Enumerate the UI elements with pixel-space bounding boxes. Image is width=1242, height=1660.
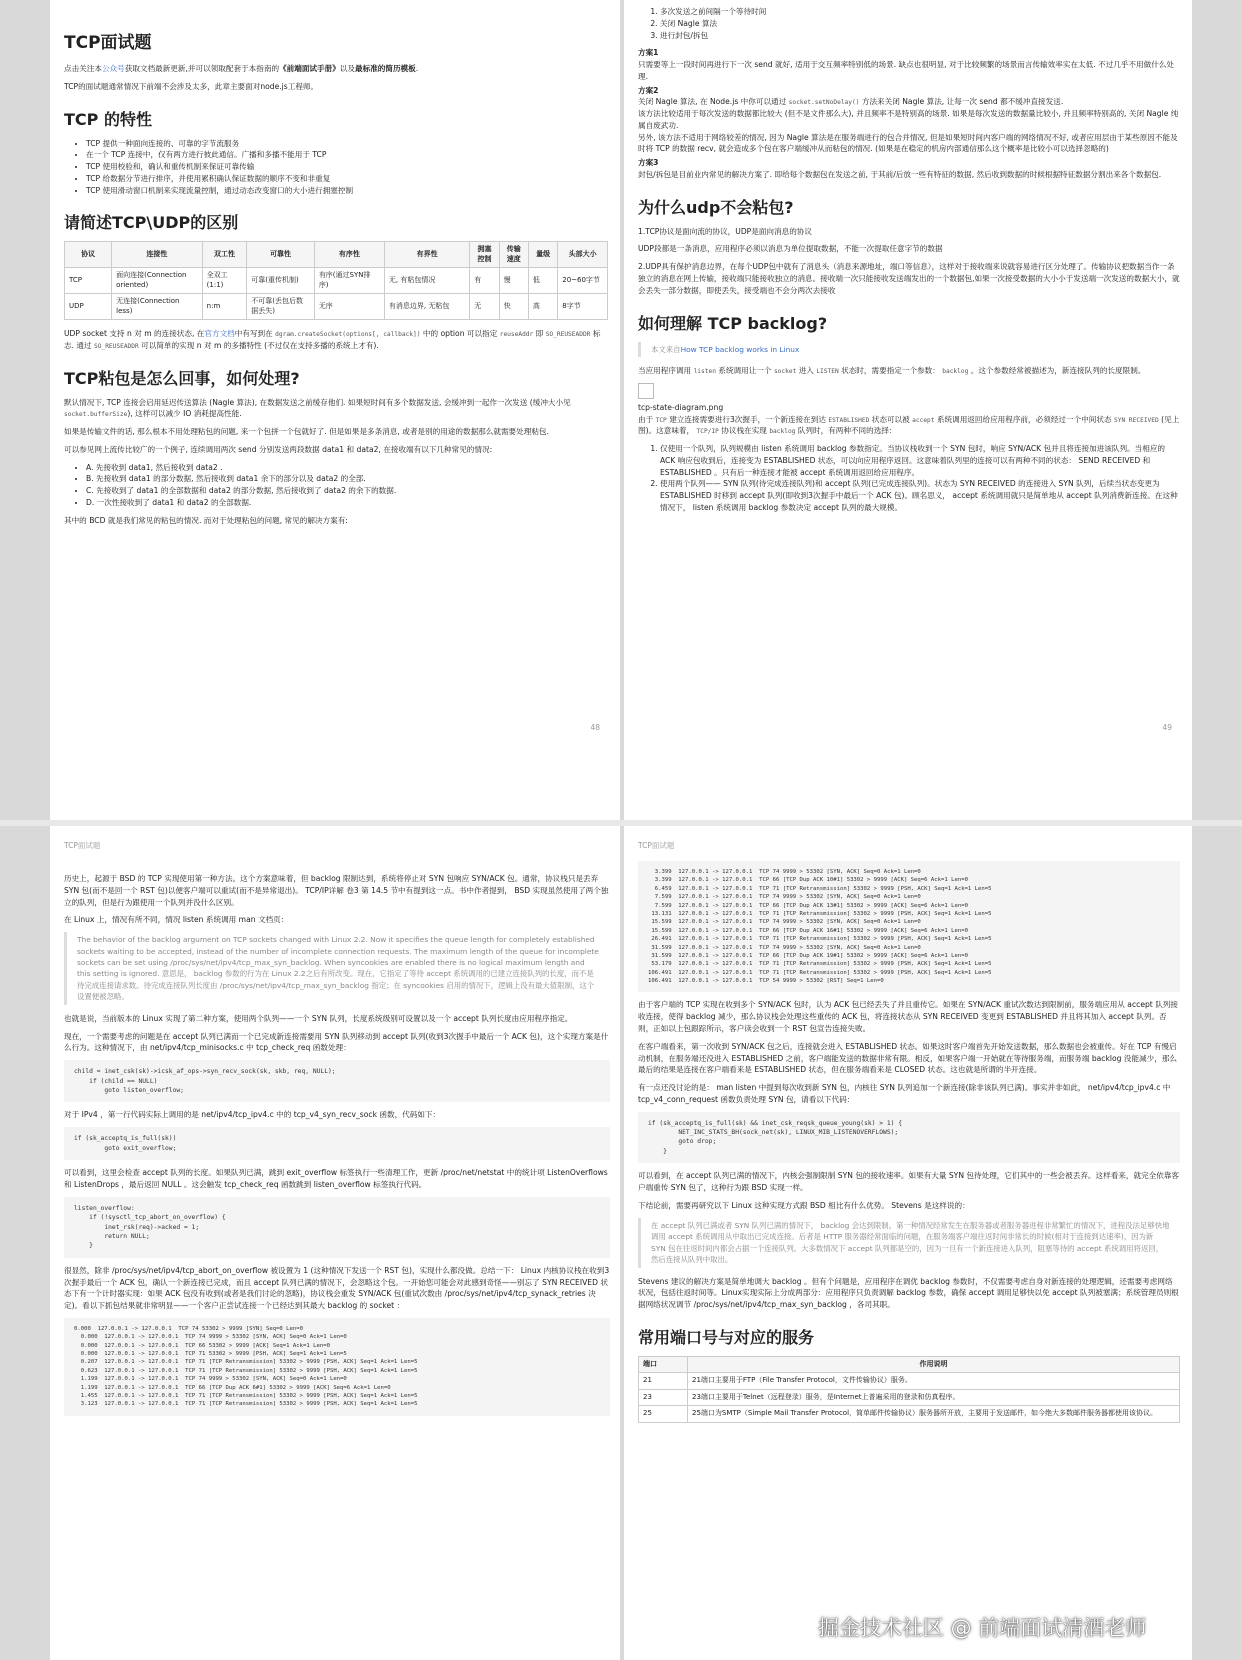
paragraph: 对于 IPv4 ，第一行代码实际上调用的是 net/ipv4/tcp_ipv4.c 中的 tcp_v4_syn_recv_sock 函数，代码如下： [64, 1110, 441, 1120]
page-number: 48 [590, 723, 600, 732]
official-docs-link[interactable]: 官方文档 [204, 328, 235, 338]
tcp-udp-table [64, 241, 608, 320]
man-page-quote: The behavior of the backlog argument on TCP sockets changed with Linux 2.2. Now it specifies the queue length for completely established sockets waiting to be accepted, instead of the number of incomplete connection requests. The maximum length of the queue for incomplete sockets can be set using /proc/sys/net/ipv4/tcp_max_syn_backlog. When syncookies are enabled there is no logical maximum length and this setting is ignored. 意思是， backlog 参数的行为在 Linux 2.2之后有所改变。现在，它指定了等待 accept 系统调用的已建立连接队列的长度，而不是待完成连接请求数。待完成连接队列长度由 /proc/sys/net/ipv4/tcp_max_syn_backlog 指定；在 syncookies 启用的情况下，逻辑上没有最大值限制，这个设置便被忽略。 [64, 932, 610, 1005]
paragraph: UDP段都是一条消息，应用程序必须以消息为单位提取数据，不能一次提取任意字节的数据 [638, 244, 943, 254]
table-header-row [65, 242, 608, 268]
paragraph: 可以看到，这里会检查 accept 队列的长度。如果队列已满，跳到 exit_overflow 标签执行一些清理工作，更新 /proc/net/netstat 中的统计项 ListenOverflows 和 ListenDrops ，最后返回 NULL 。这会触发 tcp_check_req 函数跳到 listen_overflow 标签执行代码。 [64, 1168, 608, 1189]
list-item: • A. 先接收到 data1, 然后接收到 data2 . [86, 462, 608, 474]
list-item: • D. 一次性接收到了 data1 和 data2 的全部数据. [86, 497, 608, 509]
paragraph: 可以参见网上流传比较广的一个例子, 连续调用两次 send 分别发送两段数据 data1 和 data2, 在接收端有以下几种常见的情况: [64, 444, 493, 454]
paragraph: 如果是传输文件的话, 那么根本不用处理粘包的问题, 来一个包拼一个包就好了. 但是如果是多条消息, 或者是别的用途的数据那么就需要处理粘包. [64, 427, 549, 437]
paragraph: 历史上，起源于 BSD 的 TCP 实现使用第一种方法。这个方案意味着，但 backlog 限制达到，系统将停止对 SYN 包响应 SYN/ACK 包。通常，协议栈只是丢弃 SYN 包(而不是回一个 RST 包)以便客户端可以重试(而不是异常退出)。 TCP/IP详解 卷3 第 14.5 节中有提到这一点。书中作者提到， BSD 实现虽然使用了两个独立的队列，但是行为跟使用一个队列并没什么区别。 [64, 874, 609, 907]
list-item: • TCP 提供一种面向连接的、可靠的字节流服务 [86, 138, 608, 150]
paragraph: 2.UDP具有保护消息边界，在每个UDP包中就有了消息头（消息来源地址，端口等信息），这样对于接收端来说就容易进行区分处理了。传输协议把数据当作一条独立的消息在网上传输，接收端只能接收独立的消息。接收端一次只能接收发送端发出的一个数据包,如果一次接受数据的大小小于发送端一次发送的数据大小，就会丢失一部分数据，即使丢失，接受端也不会分两次去接收 [638, 262, 1180, 295]
code-block: if (sk_acceptq_is_full(sk)) goto exit_overflow; [64, 1127, 610, 1160]
list-item: • TCP 使用滑动窗口机制来实现流量控制，通过动态改变窗口的大小进行拥塞控制 [86, 185, 608, 197]
heading-udp-no-sticky: 为什么udp不会粘包? [638, 197, 794, 217]
paragraph: 在客户端看来，第一次收到 SYN/ACK 包之后，连接就会进入 ESTABLISHED 状态。如果这时客户端首先开始发送数据，那么数据也会被重传。好在 TCP 有慢启动机制，在服务端还没进入 ESTABLISHED 之前，客户端能发送的数据非常有限。相反，如果客户端一开始就在等待服务端，而服务端 backlog 没能减少，那么最后的结果是连接在客户端看来是 ESTABLISHED 状态，但在服务端看来是 CLOSED 状态。这也就是所谓的半开连接。 [638, 1041, 1178, 1075]
list-item: 1. 仅使用一个队列，队列规模由 listen 系统调用 backlog 参数指定。当协议栈收到一个 SYN 包时，响应 SYN/ACK 包并且将连接加进该队列。当相应的 ACK 响应包收到后，连接变为 ESTABLISHED 状态，可以向应用程序返回。这意味着队列里的连接可以有两种不同的状态： SEND RECEIVED 和 ESTABLISHED 。只有后一种连接才能被 accept 系统调用返回给应用程序。 [660, 443, 1180, 478]
col-speed: 传输速度 [499, 242, 528, 268]
table-row: TCP 面向连接(Connection oriented) 全双工(1:1) 可靠(重传机制) 有序(通过SYN排序) 无, 有粘包情况 有 慢 低 20~60字节 [65, 268, 608, 294]
paragraph: 可以看到，在 accept 队列已满的情况下，内核会强制限制 SYN 包的接收速率。如果有大量 SYN 包待处理，它们其中的一些会被丢弃。这样看来，就完全依靠客户端重传 SYN 包了，这种行为跟 BSD 实现一样。 [638, 1171, 1180, 1193]
ports-table [638, 1356, 1180, 1423]
col-description: 作用说明 [688, 1356, 1180, 1372]
wechat-link[interactable]: 公众号 [101, 64, 125, 73]
code-block: child = inet_csk(sk)->icsk_af_ops->syn_recv_sock(sk, skb, req, NULL); if (child == NULL) goto listen_overflow; [64, 1060, 610, 1102]
intro-paragraph: 点击关注本公众号获取文档最新更新,并可以领取配套于本指南的《前端面试手册》以及最标准的简历模板. [64, 64, 419, 73]
running-header: TCP面试题 [64, 841, 101, 850]
col-header-size: 头部大小 [558, 242, 608, 268]
source-link[interactable]: How TCP backlog works in Linux [680, 344, 800, 354]
watermark: 掘金技术社区 @ 前端面试清酒老师 [818, 1616, 1147, 1640]
backlog-options-list [638, 443, 1180, 514]
page-title: TCP面试题 [64, 33, 152, 53]
col-order: 有序性 [314, 242, 384, 268]
paragraph: 由于 TCP 建立连接需要进行3次握手，一个新连接在到达 ESTABLISHED 状态可以被 accept 系统调用返回给应用程序前，必须经过一个中间状态 SYN RECEIVED (见上图)。这意味着， TCP/IP 协议栈在实现 backlog 队列时，有两种不同的选择： [638, 414, 1180, 436]
methods-list [638, 6, 1180, 41]
table-row: 25 25端口为SMTP（Simple Mail Transfer Protocol，简单邮件传输协议）服务器所开放，主要用于发送邮件，如今绝大多数邮件服务器都使用该协议。 [639, 1406, 1180, 1422]
paragraph: Stevens 建议的解决方案是简单地调大 backlog 。但有个问题是，应用程序在调优 backlog 参数时，不仅需要考虑自身对新连接的处理逻辑，还需要考虑网络状况，包括往返时间等。Linux实现实际上分成两部分：应用程序只负责调解 backlog 参数，确保 accept 调用足够快以免 accept 队列被塞满；系统管理员则根据网络状况调节 /proc/sys/net/ipv4/tcp_max_syn_backlog ，各司其职。 [638, 1276, 1179, 1310]
paragraph: 由于客户端的 TCP 实现在收到多个 SYN/ACK 包时，认为 ACK 包已经丢失了并且重传它。如果在 SYN/ACK 重试次数达到限制前，服务端应用从 accept 队列接收连接，使得 backlog 减少，那么协议栈会处理这些重传的 ACK 包，将连接状态从 SYN RECEIVED 变更到 ESTABLISHED 并且将其加入 accept 队列。否则，正如以上包跟踪所示，客户读会收到一个 RST 包宣告连接失败。 [638, 1000, 1178, 1033]
col-boundary: 有界性 [384, 242, 469, 268]
document-page-50 [50, 826, 620, 1660]
paragraph: 也就是说，当前版本的 Linux 实现了第二种方案，使用两个队列——一个 SYN 队列，长度系统级别可设置以及一个 accept 队列长度由应用程序指定。 [64, 1013, 573, 1023]
packet-trace-block: 3.399 127.0.0.1 -> 127.0.0.1 TCP 74 9999 > 53302 [SYN, ACK] Seq=0 Ack=1 Len=0 3.399 127.0.0.1 -> 127.0.0.1 TCP 66 [TCP Dup ACK 10#1] 53302 > 9999 [ACK] Seq=6 Ack=1 Len=0 6.459 127.0.0.1 -> 127.0.0.1 TCP 71 [TCP Retransmission] 53302 > 9999 [PSH, ACK] Seq=1 Ack=1 Len=5 7.599 127.0.0.1 -> 127.0.0.1 TCP 74 9999 > 53302 [SYN, ACK] Seq=0 Ack=1 Len=0 7.599 127.0.0.1 -> 127.0.0.1 TCP 66 [TCP Dup ACK 13#1] 53302 > 9999 [ACK] Seq=6 Ack=1 Len=0 13.131 127.0.0.1 -> 127.0.0.1 TCP 71 [TCP Retransmission] 53302 > 9999 [PSH, ACK] Seq=1 Ack=1 Len=5 15.599 127.0.0.1 -> 127.0.0.1 TCP 74 9999 > 53302 [SYN, ACK] Seq=0 Ack=1 Len=0 15.599 127.0.0.1 -> 127.0.0.1 TCP 66 [TCP Dup ACK 16#1] 53302 > 9999 [ACK] Seq=6 Ack=1 Len=0 26.491 127.0.0.1 -> 127.0.0.1 TCP 71 [TCP Retransmission] 53302 > 9999 [PSH, ACK] Seq=1 Ack=1 Len=5 31.599 127.0.0.1 -> 127.0.0.1 TCP 74 9999 > 53302 [SYN, ACK] Seq=0 Ack=1 Len=0 31.599 127.0.0.1 -> 127.0.0.1 TCP 66 [TCP Dup ACK 19#1] 53302 > 9999 [ACK] Seq=6 Ack=1 Len=0 53.179 127.0.0.1 -> 127.0.0.1 TCP 71 [TCP Retransmission] 53302 > 9999 [PSH, ACK] Seq=1 Ack=1 Len=5 106.491 127.0.0.1 -> 127.0.0.1 TCP 71 [TCP Retransmission] 53302 > 9999 [PSH, ACK] Seq=1 Ack=1 Len=5 106.491 127.0.0.1 -> 127.0.0.1 TCP 54 9999 > 53302 [RST] Seq=1 Len=0 [638, 861, 1180, 992]
paragraph: 1.TCP协议是面向流的协议，UDP是面向消息的协议 [638, 226, 812, 236]
running-header: TCP面试题 [638, 841, 675, 850]
heading-sticky-packet: TCP粘包是怎么回事，如何处理? [64, 368, 300, 388]
udp-note: UDP socket 支持 n 对 m 的连接状态, 在官方文档中有写到在 dgram.createSocket(options[, callback]) 中的 option 可以指定 reuseAddr 即 SO_REUSEADDR 标志. 通过 SO_REUSEADDR 可以简单的实现 n 对 m 的多播特性 (不过仅在支持多播的系统上才有). [64, 328, 601, 350]
code-block: if (sk_acceptq_is_full(sk) && inet_csk_reqsk_queue_young(sk) > 1) { NET_INC_STATS_BH(sock_net(sk), LINUX_MIB_LISTENOVERFLOWS); goto drop; } [638, 1112, 1180, 1164]
paragraph: 现在，一个需要考虑的问题是在 accept 队列已满而一个已完成新连接需要用 SYN 队列移动到 accept 队列(收到3次握手中最后一个 ACK 包)，这个实现方案是什么行为。这种情况下，由 net/ipv4/tcp_minisocks.c 中 tcp_check_req 函数处理： [64, 1031, 609, 1053]
list-item: • TCP 使用校验和，确认和重传机制来保证可靠传输 [86, 161, 608, 173]
packet-trace-block: 0.000 127.0.0.1 -> 127.0.0.1 TCP 74 53302 > 9999 [SYN] Seq=0 Len=0 0.000 127.0.0.1 -> 127.0.0.1 TCP 74 9999 > 53302 [SYN, ACK] Seq=0 Ack=1 Len=0 0.000 127.0.0.1 -> 127.0.0.1 TCP 66 53302 > 9999 [ACK] Seq=1 Ack=1 Len=0 0.000 127.0.0.1 -> 127.0.0.1 TCP 71 53302 > 9999 [PSH, ACK] Seq=1 Ack=1 Len=5 0.207 127.0.0.1 -> 127.0.0.1 TCP 71 [TCP Retransmission] 53302 > 9999 [PSH, ACK] Seq=1 Ack=1 Len=5 0.623 127.0.0.1 -> 127.0.0.1 TCP 71 [TCP Retransmission] 53302 > 9999 [PSH, ACK] Seq=1 Ack=1 Len=5 1.199 127.0.0.1 -> 127.0.0.1 TCP 74 9999 > 53302 [SYN, ACK] Seq=0 Ack=1 Len=0 1.199 127.0.0.1 -> 127.0.0.1 TCP 66 [TCP Dup ACK 6#1] 53302 > 9999 [ACK] Seq=6 Ack=1 Len=0 1.455 127.0.0.1 -> 127.0.0.1 TCP 71 [TCP Retransmission] 53302 > 9999 [PSH, ACK] Seq=1 Ack=1 Len=5 3.123 127.0.0.1 -> 127.0.0.1 TCP 71 [TCP Retransmission] 53302 > 9999 [PSH, ACK] Seq=1 Ack=1 Len=5 [64, 1318, 610, 1416]
col-congestion: 拥塞控制 [470, 242, 499, 268]
table-row: 21 21端口主要用于FTP（File Transfer Protocol，文件传输协议）服务。 [639, 1373, 1180, 1389]
col-port: 端口 [639, 1356, 688, 1372]
table-header-row [639, 1356, 1180, 1372]
intro-note: TCP的面试题通常情况下前端不会涉及太多，此章主要面对node.js工程师。 [64, 81, 319, 91]
features-list [64, 138, 608, 197]
plan-2: 方案2 关闭 Nagle 算法, 在 Node.js 中你可以通过 socket.setNoDelay() 方法来关闭 Nagle 算法, 让每一次 send 都不缓冲直接发送. 该方法比较适用于每次发送的数据都比较大 (但不是文件那么大), 并且频率不是特别高的场景. 如果是每次发送的数据量比较小, 并且频率特别高的, 关闭 Nagle 纯属自废武功. 另外, 该方法不适用于网络较差的情况, 因为 Nagle 算法是在服务端进行的包合并情况, 但是如果短时间内客户端的网络情况不好, 或者应用层由于某些原因不能及时将 TCP 的数据 recv, 就会造成多个包在客户端缓冲从而粘包的情况. (如果是在稳定的机房内部通信那么这个概率是比较小可以选择忽略的) [638, 85, 1179, 154]
heading-tcp-udp-diff: 请简述TCP\UDP的区别 [64, 213, 239, 233]
source-quote: 本文来自How TCP backlog works in Linux [638, 342, 1180, 357]
list-item: • C. 先接收到了 data1 的全部数据和 data2 的部分数据, 然后接收到了 data2 的余下的数据. [86, 485, 608, 497]
heading-tcp-backlog: 如何理解 TCP backlog? [638, 313, 828, 333]
list-item: • B. 先接收到 data1 的部分数据, 然后接收到 data1 余下的部分以及 data2 的全部. [86, 473, 608, 485]
col-connection: 连接性 [112, 242, 203, 268]
document-page-49 [624, 0, 1192, 820]
plan-1: 方案1 只需要等上一段时间再进行下一次 send 就好, 适用于交互频率特别低的场景. 缺点也很明显, 对于比较频繁的场景而言传输效率实在太低. 不过几乎不用做什么处理. [638, 48, 1174, 81]
table-row: 23 23端口主要用于Telnet（远程登录）服务，是Internet上普遍采用的登录和仿真程序。 [639, 1389, 1180, 1405]
broken-image-icon [638, 383, 654, 399]
list-item: 3. 进行封包/拆包 [660, 30, 1180, 42]
paragraph: 很显然，除非 /proc/sys/net/ipv4/tcp_abort_on_overflow 被设置为 1 (这种情况下发送一个 RST 包)，实现什么都没做。总结一下： Linux 内核协议栈在收到3次握手最后一个 ACK 包，确认一个新连接已完成，而且 accept 队列已满的情况下，会忽略这个包。一开始您可能会对此感到奇怪——别忘了 SYN RECEIVED 状态下有一个计时器实现：如果 ACK 包没有收到(或者是我们讨论的忽略)，协议栈会重发 SYN/ACK 包(重试次数由 /proc/sys/net/ipv4/tcp_synack_retries 决定)。看以下抓包结果就非常明显——一个客户正尝试连接一个已经达到其最大 backlog 的 socket ： [64, 1265, 610, 1311]
heading-common-ports: 常用端口号与对应的服务 [638, 1327, 815, 1347]
paragraph: 下结论前，需要再研究以下 Linux 这种实现方式跟 BSD 相比有什么优势。 Stevens 是这样说的： [638, 1200, 970, 1210]
stevens-quote: 在 accept 队列已满或者 SYN 队列已满的情况下， backlog 会达到限制。第一种情况经常发生在服务器或者服务器进程非常繁忙的情况下，进程没法足够快地调用 accept 系统调用从中取出已完成连接。后者是 HTTP 服务器经常面临的问题，在服务端客户端往返时间非常长的时候(相对于连接到达速率)，因为新 SYN 包在往返时间内都会占据一个连接队列。大多数情况下 accept 队列都是空的，因为一旦有一个新连接进入队列，阻塞等待的 accept 系统调用将返回，然后连接从队列中取出。 [638, 1218, 1180, 1268]
col-reliability: 可靠性 [247, 242, 315, 268]
list-item: • TCP 给数据分节进行排序，并使用累积确认保证数据的顺序不变和非重复 [86, 173, 608, 185]
col-weight: 量级 [528, 242, 557, 268]
heading-tcp-features: TCP 的特性 [64, 109, 152, 129]
paragraph: 默认情况下, TCP 连接会启用延迟传送算法 (Nagle 算法), 在数据发送之前缓存他们. 如果短时间有多个数据发送, 会缓冲到一起作一次发送 (缓冲大小见 socket.bufferSize), 这样可以减少 IO 消耗提高性能. [64, 397, 571, 419]
paragraph: 有一点还没讨论的是： man listen 中提到每次收到新 SYN 包，内核往 SYN 队列追加一个新连接(除非该队列已满)。事实并非如此， net/ipv4/tcp_ipv4.c 中 tcp_v4_conn_request 函数负责处理 SYN 包，请看以下代码： [638, 1083, 1171, 1104]
plan-3: 方案3 封包/拆包是目前业内常见的解决方案了. 即给每个数据包在发送之前, 于其前/后放一些有特征的数据, 然后收到数据的时候根据特征数据分割出来各个数据包. [638, 158, 1162, 179]
list-item: 2. 使用两个队列—— SYN 队列(待完成连接队列)和 accept 队列(已完成连接队列)。状态为 SYN RECEIVED 的连接进入 SYN 队列，后续当状态变更为 ESTABLISHED 时移到 accept 队列(即收到3次握手中最后一个 ACK 包)。顾名思义， accept 系统调用就只是简单地从 accept 队列消费新连接。在这种情况下， listen 系统调用 backlog 参数决定 accept 队列的最大规模。 [660, 478, 1180, 513]
list-item: 1. 多次发送之前间隔一个等待时间 [660, 6, 1180, 18]
list-item: 2. 关闭 Nagle 算法 [660, 18, 1180, 30]
document-page-51 [624, 826, 1192, 1660]
paragraph: 在 Linux 上，情况有所不同，情况 listen 系统调用 man 文档页： [64, 915, 289, 925]
list-item: • 在一个 TCP 连接中，仅有两方进行彼此通信。广播和多播不能用于 TCP [86, 149, 608, 161]
col-duplex: 双工性 [202, 242, 247, 268]
code-block: listen_overflow: if (!sysctl_tcp_abort_on_overflow) { inet_rsk(req)->acked = 1; return NULL; } [64, 1197, 610, 1258]
page-number: 49 [1162, 723, 1172, 732]
image-caption: tcp-state-diagram.png [638, 402, 724, 412]
cases-list [64, 462, 608, 509]
table-row: UDP 无连接(Connection less) n:m 不可靠(丢包后数据丢失) 无序 有消息边界, 无粘包 无 快 高 8字节 [65, 294, 608, 320]
paragraph: 其中的 BCD 就是我们常见的粘包的情况. 而对于处理粘包的问题, 常见的解决方案有: [64, 515, 348, 525]
paragraph: 当应用程序调用 listen 系统调用让一个 socket 进入 LISTEN 状态时，需要指定一个参数： backlog 。这个参数经常被描述为，新连接队列的长度限制。 [638, 366, 1146, 376]
document-page-48 [50, 0, 620, 820]
col-protocol: 协议 [65, 242, 112, 268]
